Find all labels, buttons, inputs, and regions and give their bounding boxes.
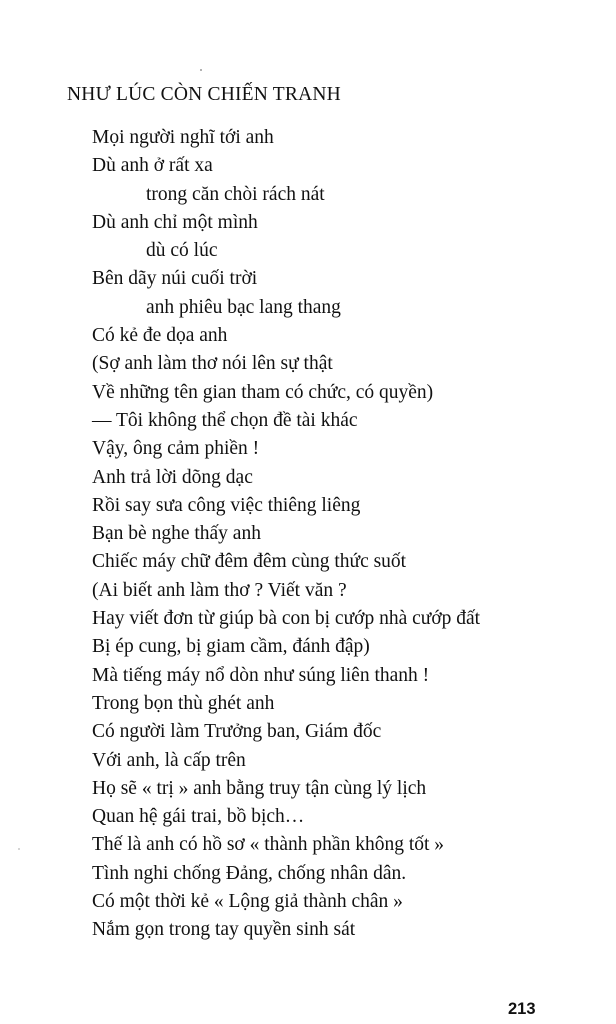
poem-line: Thế là anh có hồ sơ « thành phần không tốt »	[92, 834, 445, 856]
poem-line: — Tôi không thể chọn đề tài khác	[92, 409, 358, 431]
poem-line: Về những tên gian tham có chức, có quyền)	[92, 381, 434, 403]
poem-line: Dù anh chỉ một mình	[92, 211, 258, 233]
poem-line: Trong bọn thù ghét anh	[92, 692, 275, 714]
poem-line: Nắm gọn trong tay quyền sinh sát	[92, 919, 356, 941]
poem-line: Anh trả lời dõng dạc	[92, 466, 253, 488]
poem-line: Bị ép cung, bị giam cầm, đánh đập)	[92, 636, 370, 658]
poem-line: dù có lúc	[146, 240, 218, 262]
poem-line: Hay viết đơn từ giúp bà con bị cướp nhà cướp đất	[92, 608, 481, 630]
poem-line: Với anh, là cấp trên	[92, 749, 246, 771]
poem-body	[92, 124, 480, 945]
poem-title: NHƯ LÚC CÒN CHIẾN TRANH	[67, 84, 341, 105]
scan-speck	[200, 69, 202, 71]
poem-line: Quan hệ gái trai, bồ bịch…	[92, 806, 305, 828]
poem-line: Bên dãy núi cuối trời	[92, 268, 258, 290]
poem-line: Mọi người nghĩ tới anh	[92, 127, 274, 148]
scan-speck	[18, 848, 20, 850]
poem-line: Có một thời kẻ « Lộng giả thành chân »	[92, 891, 403, 913]
poem-line: trong căn chòi rách nát	[146, 183, 325, 205]
poem-line: (Ai biết anh làm thơ ? Viết văn ?	[92, 579, 347, 601]
poem-line: Tình nghi chống Đảng, chống nhân dân.	[92, 862, 407, 884]
poem-line: Có kẻ đe dọa anh	[92, 325, 228, 347]
poem-line: Vậy, ông cảm phiền !	[92, 438, 260, 460]
page-number: 213	[508, 1000, 536, 1018]
poem-line: Dù anh ở rất xa	[92, 155, 213, 177]
poem-line: Bạn bè nghe thấy anh	[92, 523, 261, 545]
poem-line: Rồi say sưa công việc thiêng liêng	[92, 494, 361, 516]
poem-line: (Sợ anh làm thơ nói lên sự thật	[92, 353, 333, 375]
poem-line: Mà tiếng máy nổ dòn như súng liên thanh !	[92, 664, 430, 686]
poem-line: Chiếc máy chữ đêm đêm cùng thức suốt	[92, 551, 407, 573]
poem-line: Họ sẽ « trị » anh bằng truy tận cùng lý lịch	[92, 777, 427, 799]
poem-line: anh phiêu bạc lang thang	[146, 296, 341, 318]
poem-line: Có người làm Trưởng ban, Giám đốc	[92, 721, 382, 743]
